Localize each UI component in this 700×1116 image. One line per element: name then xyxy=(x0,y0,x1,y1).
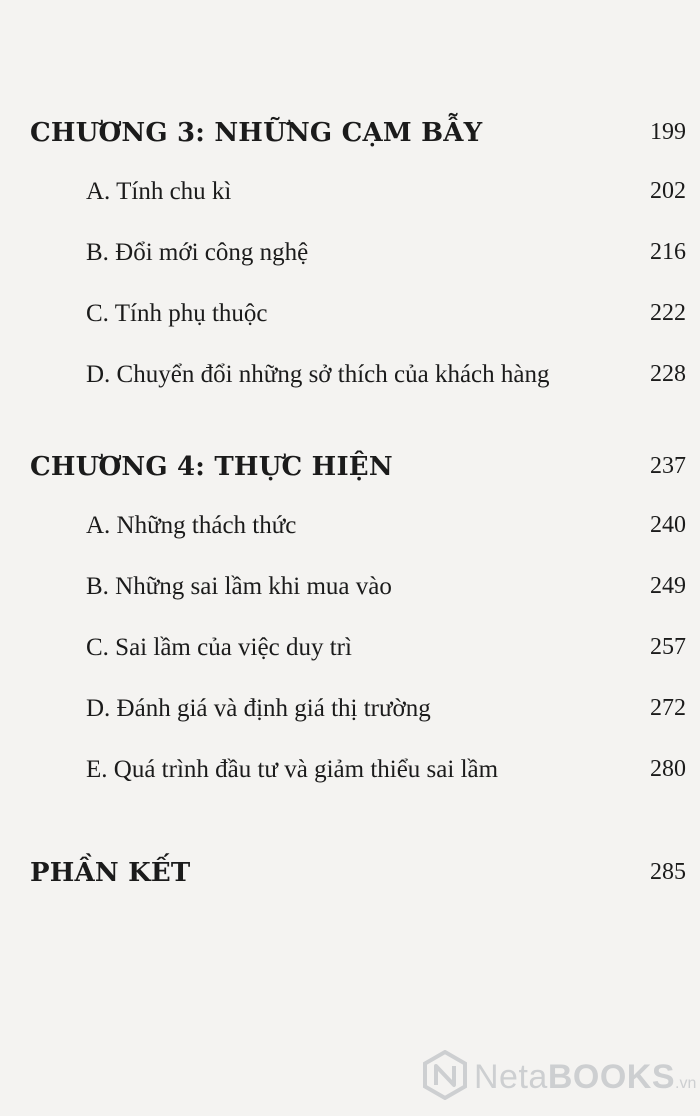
toc-entry-title: B. Đổi mới công nghệ xyxy=(86,239,309,266)
toc-entry xyxy=(0,573,700,613)
toc-entry-page: 237 xyxy=(650,453,686,479)
netabooks-watermark xyxy=(420,1050,695,1106)
brand-prefix: Neta xyxy=(474,1058,548,1096)
toc-entry-page: 228 xyxy=(650,361,686,387)
toc-entry-page: 202 xyxy=(650,178,686,204)
toc-entry-title: CHƯƠNG 3: NHỮNG CẠM BẪY xyxy=(30,118,483,148)
toc-entry-title: C. Tính phụ thuộc xyxy=(86,300,268,327)
netabooks-brand xyxy=(474,1058,696,1097)
toc-entry-page: 257 xyxy=(650,634,686,660)
toc-entry-page: 222 xyxy=(650,300,686,326)
toc-entry-title: CHƯƠNG 4: THỰC HIỆN xyxy=(30,452,393,482)
brand-suffix: BOOKS xyxy=(547,1058,676,1096)
toc-entry-title: A. Tính chu kì xyxy=(86,178,232,205)
toc-chapter-3 xyxy=(0,118,700,158)
toc-entry xyxy=(0,361,700,401)
toc-entry xyxy=(0,756,700,796)
toc-entry-page: 216 xyxy=(650,239,686,265)
toc-entry xyxy=(0,695,700,735)
toc-entry xyxy=(0,178,700,218)
toc-entry-page: 240 xyxy=(650,512,686,538)
toc-entry-title: D. Chuyển đổi những sở thích của khách hàng xyxy=(86,361,550,388)
toc-entry-page: 249 xyxy=(650,573,686,599)
toc-entry xyxy=(0,512,700,552)
toc-entry xyxy=(0,239,700,279)
toc-entry-title: A. Những thách thức xyxy=(86,512,297,539)
toc-entry-page: 272 xyxy=(650,695,686,721)
toc-entry-title: B. Những sai lầm khi mua vào xyxy=(86,573,392,600)
toc-entry-page: 199 xyxy=(650,119,686,145)
toc-entry xyxy=(0,634,700,674)
toc-entry-title: E. Quá trình đầu tư và giảm thiểu sai lầm xyxy=(86,756,499,783)
toc-entry-page: 280 xyxy=(650,756,686,782)
brand-tld: .vn xyxy=(675,1075,697,1092)
toc-entry-title: D. Đánh giá và định giá thị trường xyxy=(86,695,431,722)
toc-entry-title: C. Sai lầm của việc duy trì xyxy=(86,634,352,661)
toc-entry-page: 285 xyxy=(650,859,686,885)
toc-epilogue xyxy=(0,858,700,898)
netabooks-logo-icon xyxy=(420,1050,470,1100)
toc-chapter-4 xyxy=(0,452,700,492)
toc-entry-title: PHẦN KẾT xyxy=(30,858,191,888)
toc-entry xyxy=(0,300,700,340)
